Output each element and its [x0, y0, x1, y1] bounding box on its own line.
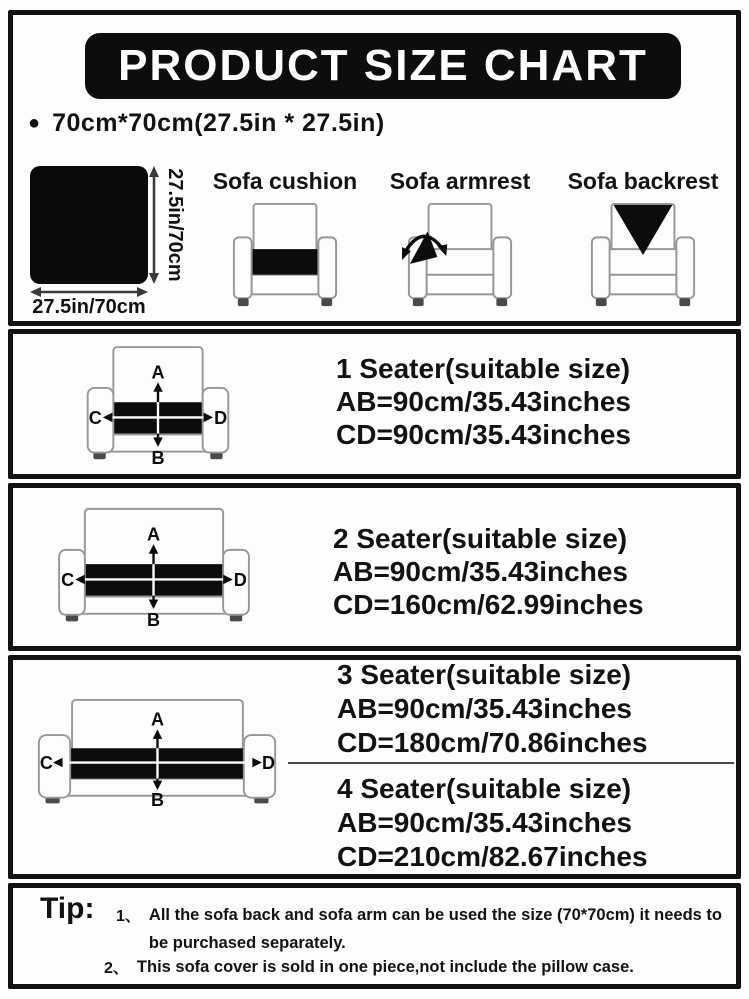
seater-cd: CD=160cm/62.99inches: [333, 589, 644, 620]
sofa-cushion-figure: [226, 201, 344, 313]
sofa-1seater-figure: [82, 344, 234, 468]
specs-3-seater: [337, 658, 648, 760]
sofa-2seater-figure: [56, 506, 252, 630]
dim-letter-a: A: [146, 524, 161, 545]
sofa-backrest-figure: [584, 201, 702, 313]
dim-letter-b: B: [151, 447, 165, 468]
width-dimension-label: 27.5in/70cm: [32, 296, 146, 318]
usage-sofa-backrest: [558, 168, 728, 318]
seater-cd: CD=90cm/35.43inches: [336, 419, 631, 450]
sofa-armrest-figure: [401, 201, 519, 313]
tip-item-number: 2、: [104, 960, 129, 977]
tip-heading: Tip:: [40, 892, 95, 925]
sofa-3seater-figure: [36, 697, 278, 811]
size-note-text: 70cm*70cm(27.5in * 27.5in): [52, 109, 385, 137]
seater-cd: CD=210cm/82.67inches: [337, 841, 648, 872]
usage-label: Sofa armrest: [389, 168, 531, 194]
specs-2-seater: [333, 522, 644, 621]
seater-name: 1 Seater(suitable size): [336, 353, 631, 384]
seater-name: 3 Seater(suitable size): [337, 659, 632, 690]
title-banner: [85, 33, 681, 99]
tip-item-number: 1、: [116, 908, 141, 925]
usage-sofa-armrest: [375, 168, 545, 318]
dim-letter-a: A: [151, 362, 165, 383]
dim-letter-a: A: [150, 709, 164, 730]
tip-item-1: [116, 901, 733, 957]
specs-1-seater: [336, 352, 631, 451]
tip-item-text: All the sofa back and sofa arm can be used the size (70*70cm) it needs to be purchased separately.: [148, 906, 723, 952]
tip-item-text: This sofa cover is sold in one piece,not include the pillow case.: [136, 958, 634, 976]
dim-letter-b: B: [150, 790, 164, 811]
seat-cushion-highlight: [250, 249, 321, 275]
dim-letter-d: D: [233, 570, 247, 591]
seater-cd: CD=180cm/70.86inches: [337, 727, 648, 758]
dim-letter-d: D: [214, 408, 228, 429]
seater-divider: [288, 762, 734, 764]
dim-letter-d: D: [262, 753, 276, 774]
dim-letter-c: C: [39, 753, 53, 774]
seater-ab: AB=90cm/35.43inches: [337, 693, 632, 724]
dim-letter-c: C: [61, 570, 75, 591]
dim-letter-b: B: [146, 610, 161, 630]
seater-ab: AB=90cm/35.43inches: [333, 556, 628, 587]
seater-name: 2 Seater(suitable size): [333, 523, 628, 554]
usage-label: Sofa cushion: [212, 168, 358, 194]
usage-label: Sofa backrest: [567, 168, 719, 194]
specs-4-seater: [337, 772, 648, 874]
tip-item-2: [104, 953, 634, 981]
seater-ab: AB=90cm/35.43inches: [336, 386, 631, 417]
size-note: [28, 109, 385, 138]
seater-name: 4 Seater(suitable size): [337, 773, 632, 804]
height-dimension-label: 27.5in/70cm: [164, 168, 186, 282]
bullet-icon: ●: [28, 112, 41, 134]
dim-letter-c: C: [88, 408, 102, 429]
cover-square-swatch: [30, 166, 148, 284]
seater-ab: AB=90cm/35.43inches: [337, 807, 632, 838]
page-title: PRODUCT SIZE CHART: [118, 41, 648, 90]
usage-sofa-cushion: [200, 168, 370, 318]
